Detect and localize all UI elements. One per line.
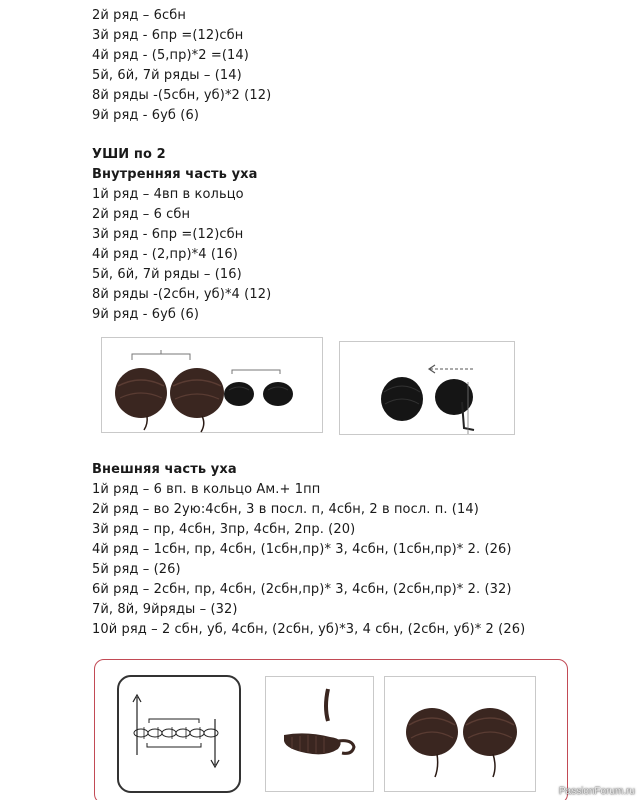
body-row-8: 8й ряды -(5сбн, уб)*2 (12) xyxy=(92,88,272,103)
outer-row-1: 1й ряд – 6 вп. в кольцо Ам.+ 1пп xyxy=(92,482,321,497)
inner-row-8: 8й ряды -(2сбн, уб)*4 (12) xyxy=(92,287,272,302)
inner-row-3: 3й ряд - 6пр =(12)сбн xyxy=(92,227,244,242)
inner-row-4: 4й ряд - (2,пр)*4 (16) xyxy=(92,247,238,262)
body-row-5-7: 5й, 6й, 7й ряды – (14) xyxy=(92,68,242,83)
body-row-9: 9й ряд - 6уб (6) xyxy=(92,108,199,123)
inner-ear-title: Внутренняя часть уха xyxy=(92,167,258,182)
ear-assembly-illustration xyxy=(340,342,516,436)
photo-ear-pieces xyxy=(101,337,323,433)
outer-row-2: 2й ряд – во 2ую:4сбн, 3 в посл. п, 4сбн, 2 в посл. п. (14) xyxy=(92,502,479,517)
outer-row-5: 5й ряд – (26) xyxy=(92,562,181,577)
outer-row-3: 3й ряд – пр, 4сбн, 3пр, 4сбн, 2пр. (20) xyxy=(92,522,356,537)
inner-row-9: 9й ряд - 6уб (6) xyxy=(92,307,199,322)
outer-row-7-9: 7й, 8й, 9йряды – (32) xyxy=(92,602,238,617)
outer-ear-title: Внешняя часть уха xyxy=(92,462,237,477)
outer-row-10: 10й ряд – 2 сбн, уб, 4сбн, (2сбн, уб)*3, 4 сбн, (2сбн, уб)* 2 (26) xyxy=(92,622,526,637)
photo-ear-assembly xyxy=(339,341,515,435)
ear-pieces-illustration xyxy=(102,338,324,434)
stitch-chart xyxy=(119,677,243,795)
chain-start-illustration xyxy=(266,677,375,793)
body-row-3: 3й ряд - 6пр =(12)сбн xyxy=(92,28,244,43)
body-row-4: 4й ряд - (5,пр)*2 =(14) xyxy=(92,48,249,63)
outer-row-6: 6й ряд – 2сбн, пр, 4сбн, (2сбн,пр)* 3, 4сбн, (2сбн,пр)* 2. (32) xyxy=(92,582,512,597)
outer-ears-illustration xyxy=(385,677,537,793)
inner-row-2: 2й ряд – 6 сбн xyxy=(92,207,191,222)
photo-outer-ears xyxy=(384,676,536,792)
ears-title: УШИ по 2 xyxy=(92,147,166,162)
stitch-diagram xyxy=(117,675,241,793)
outer-row-4: 4й ряд – 1сбн, пр, 4сбн, (1сбн,пр)* 3, 4сбн, (1сбн,пр)* 2. (26) xyxy=(92,542,512,557)
inner-row-5-7: 5й, 6й, 7й ряды – (16) xyxy=(92,267,242,282)
photo-chain-start xyxy=(265,676,374,792)
watermark: PassionForum.ru xyxy=(558,786,635,797)
body-row-2: 2й ряд – 6сбн xyxy=(92,8,186,23)
inner-row-1: 1й ряд – 4вп в кольцо xyxy=(92,187,244,202)
